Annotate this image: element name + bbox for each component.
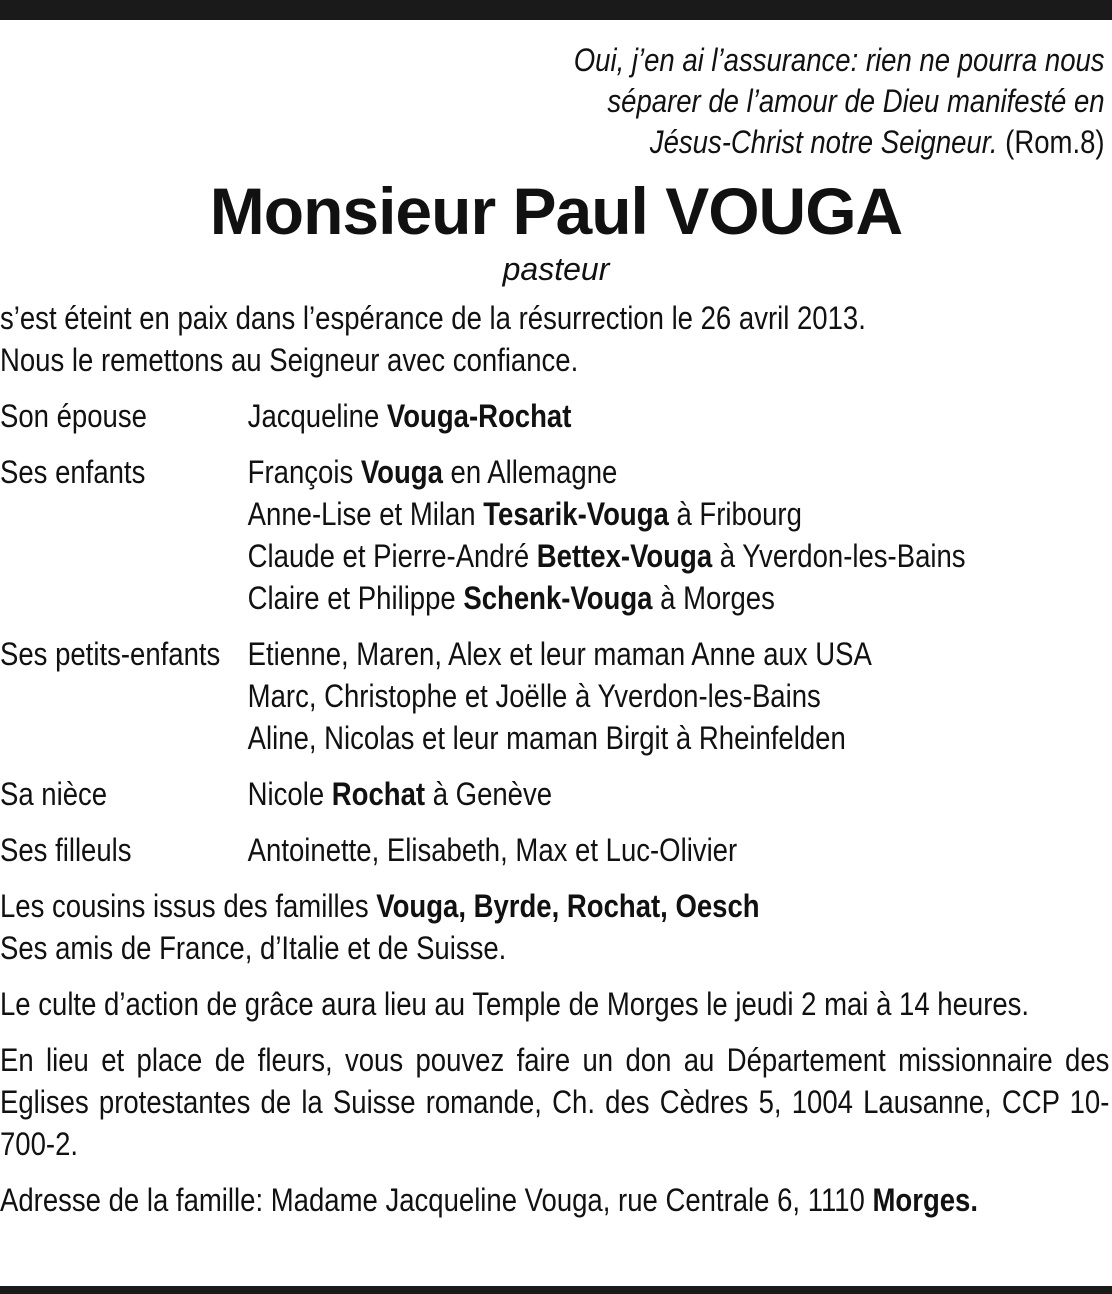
family-label: Son épouse (0, 398, 147, 434)
quote-reference: (Rom.8) (1005, 124, 1105, 160)
family-entry (248, 395, 1110, 437)
quote-line: séparer de l’amour de Dieu manifesté en (607, 83, 1105, 119)
family-label: Ses filleuls (0, 832, 132, 868)
family-row (0, 829, 1109, 871)
cousins-families: Vouga, Byrde, Rochat, Oesch (376, 888, 760, 924)
notice-body (0, 297, 1109, 1221)
announcement-line: s’est éteint en paix dans l’espérance de la résurrection le 26 avril 2013. (0, 300, 866, 336)
entry-text: à Genève (425, 776, 553, 812)
bottom-rule (0, 1286, 1112, 1294)
family-entry (248, 535, 1110, 577)
family-entries (248, 451, 1110, 619)
entry-text: à Fribourg (668, 496, 802, 532)
bible-quote (155, 40, 1108, 163)
family-entry (248, 577, 1110, 619)
entry-surname: Vouga (360, 454, 443, 490)
entry-surname: Schenk-Vouga (463, 580, 653, 616)
family-row (0, 773, 1109, 815)
family-entries (248, 773, 1110, 815)
family-row (0, 633, 1109, 759)
address-text: Adresse de la famille: Madame Jacqueline Vouga, rue Centrale 6, 1110 (0, 1182, 873, 1218)
friends-line: Ses amis de France, d’Italie et de Suisse. (0, 930, 507, 966)
entry-text: à Morges (652, 580, 775, 616)
cousins-text: Les cousins issus des familles (0, 888, 377, 924)
entry-surname: Rochat (331, 776, 426, 812)
deceased-name: Monsieur Paul VOUGA (209, 174, 903, 248)
family-entry: Aline, Nicolas et leur maman Birgit à Rheinfelden (247, 720, 846, 756)
announcement-line: Nous le remettons au Seigneur avec confiance. (0, 342, 579, 378)
family-entry (248, 451, 1110, 493)
entry-text: Claude et Pierre-André (247, 538, 537, 574)
obituary-notice (0, 40, 1112, 1221)
family-entry (248, 773, 1110, 815)
entry-surname: Tesarik-Vouga (483, 496, 669, 532)
address-city: Morges. (872, 1182, 979, 1218)
family-entries (248, 829, 1110, 871)
service-paragraph: Le culte d’action de grâce aura lieu au Temple de Morges le jeudi 2 mai à 14 heures. (0, 986, 1030, 1022)
family-row (0, 451, 1109, 619)
family-row (0, 395, 1109, 437)
quote-line (155, 122, 1104, 163)
entry-surname: Bettex-Vouga (536, 538, 713, 574)
donation-paragraph: En lieu et place de fleurs, vous pouvez faire un don au Département missionnaire des Eglises protestantes de la Suisse romande, Ch. des Cèdres 5, 1004 Lausanne, CCP 10-700-2. (0, 1042, 1110, 1162)
family-entry: Marc, Christophe et Joëlle à Yverdon-les-Bains (247, 678, 821, 714)
entry-text: à Yverdon-les-Bains (712, 538, 966, 574)
top-rule (0, 0, 1112, 20)
family-label: Ses petits-enfants (0, 636, 221, 672)
entry-surname: Vouga-Rochat (386, 398, 572, 434)
quote-line: Oui, j’en ai l’assurance: rien ne pourra nous (573, 42, 1105, 78)
family-address (0, 1179, 1109, 1221)
cousins-line (0, 885, 1109, 927)
entry-text: en Allemagne (442, 454, 618, 490)
family-entries (248, 633, 1110, 759)
family-entry (248, 493, 1110, 535)
family-entries (248, 395, 1110, 437)
quote-line-text: Jésus-Christ notre Seigneur. (649, 124, 998, 160)
entry-text: Nicole (247, 776, 332, 812)
family-entry: Etienne, Maren, Alex et leur maman Anne aux USA (247, 636, 872, 672)
family-entry: Antoinette, Elisabeth, Max et Luc-Olivier (247, 832, 738, 868)
entry-text: Jacqueline (247, 398, 387, 434)
entry-text: Claire et Philippe (247, 580, 464, 616)
deceased-title: pasteur (502, 251, 610, 287)
family-label: Sa nièce (0, 776, 108, 812)
family-label: Ses enfants (0, 454, 146, 490)
entry-text: François (247, 454, 361, 490)
entry-text: Anne-Lise et Milan (247, 496, 484, 532)
